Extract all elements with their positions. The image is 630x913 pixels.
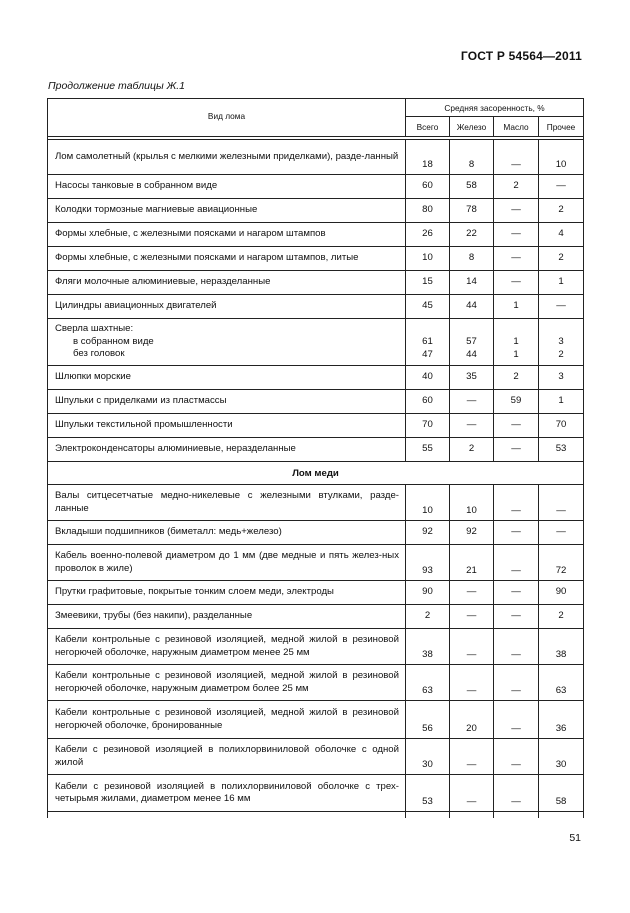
cell-oil: 59: [494, 390, 539, 414]
cell-total: 30: [406, 739, 450, 775]
cell-iron: —: [450, 775, 494, 812]
column-header-iron: Железо: [450, 117, 494, 137]
blank-cell: [48, 812, 406, 818]
cell-value: 47: [422, 348, 433, 360]
cell-oil: —: [494, 223, 539, 247]
cell-iron: —: [450, 605, 494, 629]
table-row: [48, 701, 584, 739]
cell-oil: —: [494, 438, 539, 462]
cell-oil: 2: [494, 175, 539, 199]
cell-oil: 2: [494, 366, 539, 390]
blank-cell: [406, 812, 450, 818]
cell-total: 10: [406, 485, 450, 521]
table-row: [48, 414, 584, 438]
cell-iron: 8: [450, 140, 494, 175]
cell-value: 1: [513, 348, 519, 360]
row-name: Насосы танковые в собранном виде: [48, 175, 406, 199]
row-name: Электроконденсаторы алюминиевые, неразделанные: [48, 438, 406, 462]
cell-total: 15: [406, 271, 450, 295]
table-row: [48, 775, 584, 812]
cell-total: 60: [406, 390, 450, 414]
cell-total: 70: [406, 414, 450, 438]
cell-iron: 10: [450, 485, 494, 521]
cell-iron: 92: [450, 521, 494, 545]
column-header-oil: Масло: [494, 117, 539, 137]
table-caption: Продолжение таблицы Ж.1: [48, 80, 185, 92]
cell-iron: 20: [450, 701, 494, 739]
cell-total: 26: [406, 223, 450, 247]
cell-value: 57: [466, 336, 477, 347]
cell-other: 30: [539, 739, 584, 775]
cell-iron: 8: [450, 247, 494, 271]
row-name: Формы хлебные, с железными поясками и нагаром штампов: [48, 223, 406, 247]
table-row: [48, 739, 584, 775]
scrap-contamination-table: [47, 98, 584, 818]
cell-iron: 44: [450, 295, 494, 319]
cell-oil: —: [494, 581, 539, 605]
cell-oil: —: [494, 199, 539, 223]
row-name: Валы ситцесетчатые медно-никелевые с железными втулками, разде-ланные: [48, 485, 406, 521]
row-name-sub: в собранном виде: [73, 335, 154, 347]
cell-value: 61: [422, 336, 433, 347]
cell-oil: —: [494, 140, 539, 175]
column-header-total: Всего: [406, 117, 450, 137]
blank-cell: [539, 812, 584, 818]
cell-total: 90: [406, 581, 450, 605]
cell-iron: —: [450, 665, 494, 701]
table-row: [48, 438, 584, 462]
blank-cell: [450, 812, 494, 818]
table-row: [48, 319, 584, 366]
standard-code: ГОСТ Р 54564—2011: [460, 49, 582, 63]
cell-oil: —: [494, 775, 539, 812]
table-row: [48, 247, 584, 271]
page-number: 51: [569, 832, 581, 844]
cell-total: 40: [406, 366, 450, 390]
cell-other: 3: [539, 366, 584, 390]
cell-other: 72: [539, 545, 584, 581]
table-row: [48, 629, 584, 665]
row-name: Шлюпки морские: [48, 366, 406, 390]
row-name: Лом самолетный (крылья с мелкими железными приделками), разде-ланный: [48, 140, 406, 175]
row-name: Вкладыши подшипников (биметалл: медь+железо): [48, 521, 406, 545]
cell-total: 53: [406, 775, 450, 812]
cell-iron: 21: [450, 545, 494, 581]
cell-iron: 22: [450, 223, 494, 247]
cell-value: 44: [466, 348, 477, 360]
cell-oil: —: [494, 739, 539, 775]
row-name: Прутки графитовые, покрытые тонким слоем меди, электроды: [48, 581, 406, 605]
cell-total: 38: [406, 629, 450, 665]
cell-iron: 14: [450, 271, 494, 295]
cell-total: 80: [406, 199, 450, 223]
cell-iron: —: [450, 390, 494, 414]
cell-value: 2: [558, 348, 564, 360]
cell-other: 2: [539, 247, 584, 271]
cell-value: 1: [513, 336, 519, 347]
cell-other: 2: [539, 605, 584, 629]
cell-total: 18: [406, 140, 450, 175]
cell-other: 63: [539, 665, 584, 701]
table-row: [48, 581, 584, 605]
table-row: [48, 521, 584, 545]
cell-oil: —: [494, 414, 539, 438]
cell-total: 55: [406, 438, 450, 462]
row-name: Колодки тормозные магниевые авиационные: [48, 199, 406, 223]
cell-other: 90: [539, 581, 584, 605]
cell-oil: —: [494, 605, 539, 629]
cell-oil: —: [494, 521, 539, 545]
cell-total: 56: [406, 701, 450, 739]
row-name: Шпульки текстильной промышленности: [48, 414, 406, 438]
table-row: [48, 295, 584, 319]
cell-other: 38: [539, 629, 584, 665]
row-name: Цилиндры авиационных двигателей: [48, 295, 406, 319]
cell-iron: 78: [450, 199, 494, 223]
row-name: Кабели контрольные с резиновой изоляцией, медной жилой в резиновой негорючей оболочке, наружным диаметром более 25 мм: [48, 665, 406, 701]
cell-other: 70: [539, 414, 584, 438]
row-name: Кабели контрольные с резиновой изоляцией, медной жилой в резиновой негорючей оболочке, бронированные: [48, 701, 406, 739]
cell-oil: —: [494, 247, 539, 271]
row-name-main: Сверла шахтные:: [55, 323, 134, 334]
cell-value: 3: [558, 336, 564, 347]
table-row: [48, 366, 584, 390]
cell-total: 60: [406, 175, 450, 199]
column-header-name: Вид лома: [48, 99, 406, 137]
cell-oil: —: [494, 271, 539, 295]
cell-total: 45: [406, 295, 450, 319]
cell-other: 10: [539, 140, 584, 175]
cell-iron: 2: [450, 438, 494, 462]
cell-iron: 35: [450, 366, 494, 390]
row-name: Фляги молочные алюминиевые, неразделанные: [48, 271, 406, 295]
cell-iron: —: [450, 581, 494, 605]
table-row: [48, 605, 584, 629]
table-row: [48, 485, 584, 521]
cell-total: 93: [406, 545, 450, 581]
cell-other: 36: [539, 701, 584, 739]
cell-other: 1: [539, 271, 584, 295]
cell-other: 2: [539, 199, 584, 223]
cell-oil: —: [494, 665, 539, 701]
cell-total: 63: [406, 665, 450, 701]
row-name: Шпульки с приделками из пластмассы: [48, 390, 406, 414]
row-name: Кабели контрольные с резиновой изоляцией, медной жилой в резиновой негорючей оболочке, наружным диаметром менее 25 мм: [48, 629, 406, 665]
cell-oil: [494, 319, 539, 366]
cell-oil: —: [494, 545, 539, 581]
cell-iron: —: [450, 629, 494, 665]
cell-iron: —: [450, 414, 494, 438]
cell-total: 2: [406, 605, 450, 629]
cell-iron: —: [450, 739, 494, 775]
cell-oil: —: [494, 629, 539, 665]
cell-other: [539, 319, 584, 366]
cell-other: 4: [539, 223, 584, 247]
cell-other: 1: [539, 390, 584, 414]
table-row: [48, 199, 584, 223]
table-row: [48, 665, 584, 701]
cell-iron: 58: [450, 175, 494, 199]
table-row: [48, 223, 584, 247]
cell-other: 58: [539, 775, 584, 812]
table-row-blank: [48, 812, 584, 818]
cell-oil: —: [494, 701, 539, 739]
row-name: [48, 319, 406, 366]
row-name: Змеевики, трубы (без накипи), разделанные: [48, 605, 406, 629]
cell-total: 92: [406, 521, 450, 545]
cell-total: [406, 319, 450, 366]
table-row: [48, 390, 584, 414]
section-title: Лом меди: [48, 462, 584, 485]
table-row: [48, 271, 584, 295]
cell-oil: —: [494, 485, 539, 521]
table-row: [48, 140, 584, 175]
cell-oil: 1: [494, 295, 539, 319]
column-header-group: Средняя засоренность, %: [406, 99, 584, 117]
row-name: Формы хлебные, с железными поясками и нагаром штампов, литые: [48, 247, 406, 271]
table-row: [48, 175, 584, 199]
cell-other: —: [539, 521, 584, 545]
cell-total: 10: [406, 247, 450, 271]
row-name: Кабели с резиновой изоляцией в полихлорвиниловой оболочке с трех-четырьмя жилами, диаметром менее 16 мм: [48, 775, 406, 812]
row-name: Кабель военно-полевой диаметром до 1 мм (две медные и пять желез-ных проволок в жиле): [48, 545, 406, 581]
cell-other: —: [539, 175, 584, 199]
cell-other: —: [539, 295, 584, 319]
section-row: [48, 462, 584, 485]
table-row: [48, 545, 584, 581]
row-name-sub: без головок: [73, 348, 125, 359]
cell-other: 53: [539, 438, 584, 462]
row-name: Кабели с резиновой изоляцией в полихлорвиниловой оболочке с одной жилой: [48, 739, 406, 775]
cell-iron: [450, 319, 494, 366]
column-header-other: Прочее: [539, 117, 584, 137]
blank-cell: [494, 812, 539, 818]
cell-other: —: [539, 485, 584, 521]
